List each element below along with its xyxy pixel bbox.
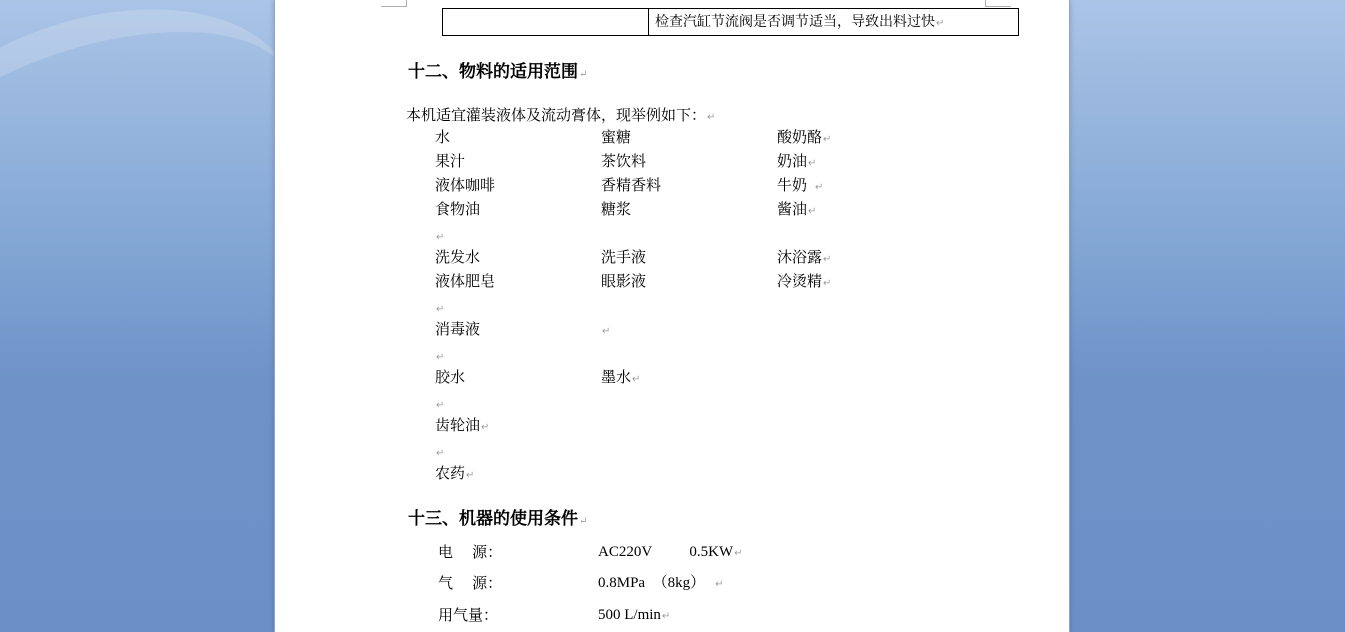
section-12-heading: 十二、物料的适用范围↵ bbox=[408, 62, 588, 82]
document-page bbox=[275, 0, 1069, 632]
material-item: 液体肥皂 bbox=[435, 272, 496, 290]
condition-label-air-consumption: 用气量： bbox=[438, 606, 499, 624]
empty-paragraph-mark: ↵ bbox=[436, 352, 445, 363]
material-item: 墨水↵ bbox=[601, 368, 641, 386]
table-cell-left bbox=[443, 9, 649, 35]
material-item: 沐浴露↵ bbox=[777, 248, 832, 266]
material-item: 液体咖啡 bbox=[435, 176, 496, 194]
material-item: 酱油↵ bbox=[777, 200, 817, 218]
condition-label-power: 电 源： bbox=[438, 543, 503, 561]
condition-value-air: 0.8MPa （8kg） ↵ bbox=[598, 575, 724, 591]
material-item: 香精香料 bbox=[601, 176, 662, 194]
material-item: 果汁 bbox=[435, 152, 466, 170]
condition-value-air-consumption: 500 L/min↵ bbox=[598, 607, 671, 623]
margin-corner-mark-right bbox=[985, 0, 1011, 7]
material-item: 消毒液 bbox=[435, 320, 481, 338]
margin-corner-mark-left bbox=[381, 0, 407, 7]
material-item: 农药↵ bbox=[435, 464, 475, 482]
table-cell-right: 检查汽缸节流阀是否调节适当，导致出料过快↵ bbox=[655, 14, 945, 30]
condition-value-power: AC220V 0.5KW↵ bbox=[598, 544, 743, 560]
material-item: 牛奶 ↵ bbox=[777, 176, 824, 194]
material-item: 酸奶酪↵ bbox=[777, 128, 832, 146]
material-item: 食物油 bbox=[435, 200, 481, 218]
material-item: 齿轮油↵ bbox=[435, 416, 490, 434]
empty-paragraph-mark: ↵ bbox=[436, 448, 445, 459]
troubleshooting-table-row bbox=[442, 8, 1019, 36]
material-item: 洗发水 bbox=[435, 248, 481, 266]
empty-paragraph-mark: ↵ bbox=[602, 326, 611, 337]
empty-paragraph-mark: ↵ bbox=[436, 400, 445, 411]
material-item: 茶饮料 bbox=[601, 152, 647, 170]
material-item: 眼影液 bbox=[601, 272, 647, 290]
material-item: 蜜糖 bbox=[601, 128, 632, 146]
empty-paragraph-mark: ↵ bbox=[436, 304, 445, 315]
empty-paragraph-mark: ↵ bbox=[436, 232, 445, 243]
material-item: 洗手液 bbox=[601, 248, 647, 266]
material-item: 冷烫精↵ bbox=[777, 272, 832, 290]
condition-label-air: 气 源： bbox=[438, 574, 503, 592]
material-item: 胶水 bbox=[435, 368, 466, 386]
section-13-heading: 十三、机器的使用条件↵ bbox=[408, 509, 588, 529]
section-12-intro: 本机适宜灌装液体及流动膏体，现举例如下：↵ bbox=[406, 106, 716, 124]
material-item: 奶油↵ bbox=[777, 152, 817, 170]
material-item: 糖浆 bbox=[601, 200, 632, 218]
material-item: 水 bbox=[435, 128, 451, 146]
